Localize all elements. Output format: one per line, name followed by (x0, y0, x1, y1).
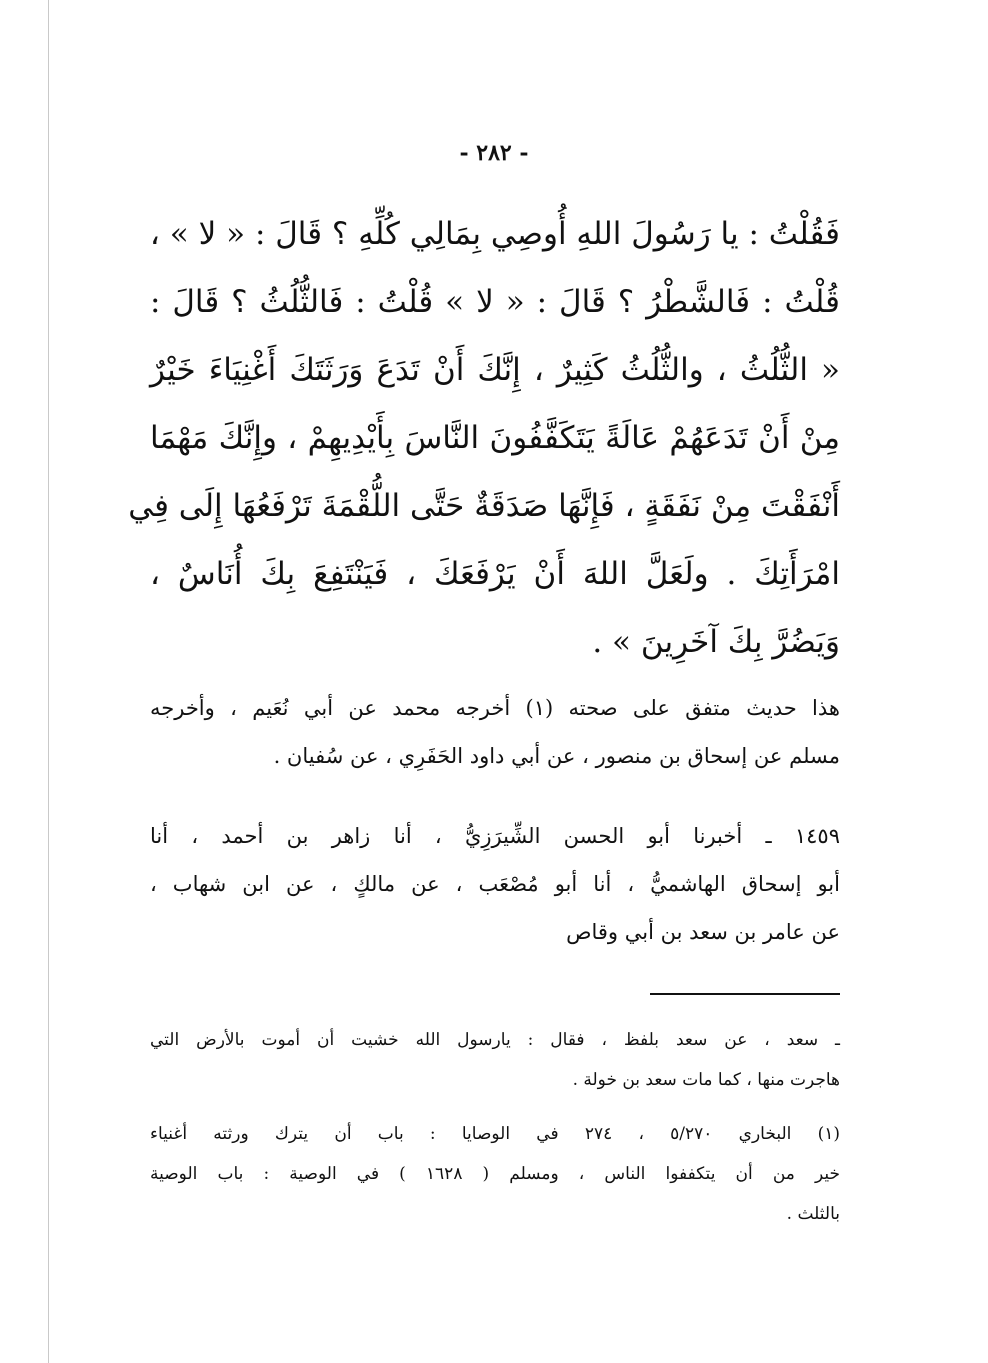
hadith-line: فَقُلْتُ : يا رَسُولَ اللهِ أُوصِي بِمَالِي كُلِّهِ ؟ قَالَ : « لا » ، (149, 216, 840, 252)
footnote-separator (650, 993, 840, 995)
footnote-1-line: (١) البخاري ٥/٢٧٠ ، ٢٧٤ في الوصايا : باب أن يترك ورثته أغنياء (150, 1124, 840, 1144)
hadith-line: « الثُّلُثُ ، والثُّلُثُ كَثِيرٌ ، إِنَّكَ أَنْ تَدَعَ وَرَثَتَكَ أَغْنِيَاءَ خَيْرٌ (150, 352, 840, 388)
isnad-paragraph (150, 812, 840, 956)
isnad-line: ١٤٥٩ ـ أخبرنا أبو الحسن الشِّيرَزِيُّ ، أنا زاهر بن أحمد ، أنا (150, 824, 840, 848)
page-edge-line (48, 0, 49, 1363)
hadith-line: مِنْ أَنْ تَدَعَهُمْ عَالَةً يَتَكَفَّفُونَ النَّاسَ بِأَيْدِيهِمْ ، وإِنَّكَ مَهْمَا (150, 420, 840, 456)
hadith-line: امْرَأَتِكَ . ولَعَلَّ اللهَ أَنْ يَرْفَعَكَ ، فَيَنْتَفِعَ بِكَ أُنَاسٌ ، (150, 556, 840, 592)
footnote-continuation-line: ـ سعد ، عن سعد بلفظ ، فقال : يارسول الله خشيت أن أموت بالأرض التي (150, 1030, 840, 1050)
footnotes-block (150, 1020, 840, 1234)
page-number: - ٢٨٢ - (459, 140, 529, 166)
footnote-continuation-line: هاجرت منها ، كما مات سعد بن خولة . (572, 1070, 840, 1090)
commentary-line: مسلم عن إسحاق بن منصور ، عن أبي داود الحَفَرِي ، عن سُفيان . (273, 744, 840, 768)
commentary-line: هذا حديث متفق على صحته (١) أخرجه محمد عن أبي نُعَيم ، وأخرجه (150, 696, 840, 720)
commentary-paragraph (150, 684, 840, 780)
hadith-text-block (128, 200, 840, 676)
footnote-1-line: خير من أن يتكففوا الناس ، ومسلم ( ١٦٢٨ ) في الوصية : باب الوصية (150, 1164, 840, 1184)
hadith-line: وَيَضُرَّ بِكَ آخَرِينَ » . (592, 624, 840, 660)
footnote-1-line: بالثلث . (786, 1204, 840, 1224)
isnad-line: أبو إسحاق الهاشميُّ ، أنا أبو مُصْعَب ، عن مالكٍ ، عن ابن شهاب ، (150, 872, 840, 896)
isnad-line: عن عامر بن سعد بن أبي وقاص (566, 920, 840, 944)
hadith-line: قُلْتُ : فَالشَّطْرُ ؟ قَالَ : « لا » قُلْتُ : فَالثُّلُثُ ؟ قَالَ : (150, 284, 840, 320)
hadith-line: أَنْفَقْتَ مِنْ نَفَقَةٍ ، فَإِنَّهَا صَدَقَةٌ حَتَّى اللُّقْمَةَ تَرْفَعُهَا إِلَى فِي (128, 488, 840, 524)
footnote-gap (150, 1100, 840, 1114)
